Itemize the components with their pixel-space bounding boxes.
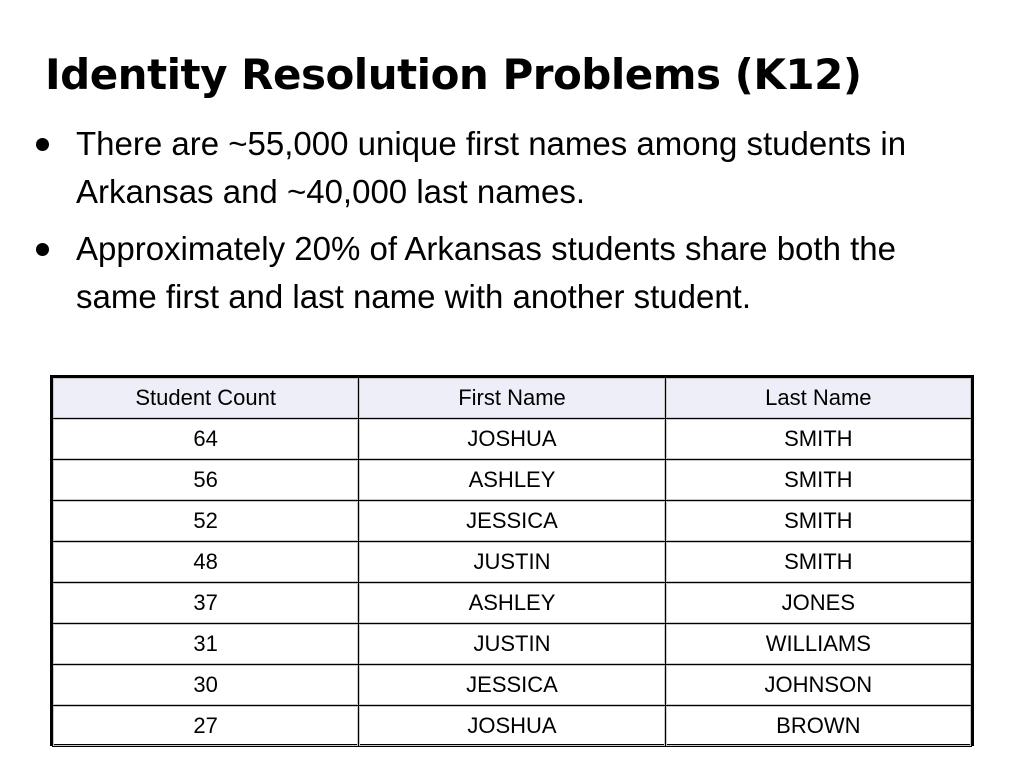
name-frequency-table <box>50 375 974 746</box>
table-row <box>53 583 972 624</box>
bullet-item <box>32 225 972 321</box>
cell-student-count: 37 <box>53 583 359 624</box>
bullet-item <box>32 120 972 216</box>
cell-last-name: SMITH <box>665 419 971 460</box>
cell-student-count: 56 <box>53 460 359 501</box>
cell-last-name: SMITH <box>665 501 971 542</box>
cell-student-count: 52 <box>53 501 359 542</box>
cell-student-count: 64 <box>53 419 359 460</box>
cell-first-name: JESSICA <box>359 501 665 542</box>
cell-first-name: JOSHUA <box>359 706 665 747</box>
cell-last-name: SMITH <box>665 460 971 501</box>
bullet-text: Approximately 20% of Arkansas students share both the same first and last name with another student. <box>76 230 896 315</box>
cell-student-count: 48 <box>53 542 359 583</box>
cell-student-count: 30 <box>53 665 359 706</box>
cell-first-name: JOSHUA <box>359 419 665 460</box>
cell-first-name: ASHLEY <box>359 583 665 624</box>
table-row <box>53 460 972 501</box>
table-row <box>53 706 972 747</box>
cell-last-name: JOHNSON <box>665 665 971 706</box>
header-last-name: Last Name <box>665 378 971 419</box>
bullet-dot-icon <box>36 138 49 151</box>
cell-last-name: JONES <box>665 583 971 624</box>
bullet-text: There are ~55,000 unique first names among students in Arkansas and ~40,000 last names. <box>76 125 907 210</box>
table-row <box>53 501 972 542</box>
header-first-name: First Name <box>359 378 665 419</box>
cell-first-name: JESSICA <box>359 665 665 706</box>
table-row <box>53 419 972 460</box>
table-header-row <box>53 378 972 419</box>
header-student-count: Student Count <box>53 378 359 419</box>
bullet-list <box>32 120 972 330</box>
cell-student-count: 31 <box>53 624 359 665</box>
cell-first-name: JUSTIN <box>359 624 665 665</box>
table-row <box>53 542 972 583</box>
cell-last-name: SMITH <box>665 542 971 583</box>
slide-title: Identity Resolution Problems (K12) <box>45 50 862 99</box>
cell-student-count: 27 <box>53 706 359 747</box>
table-row <box>53 624 972 665</box>
cell-last-name: WILLIAMS <box>665 624 971 665</box>
cell-first-name: ASHLEY <box>359 460 665 501</box>
cell-first-name: JUSTIN <box>359 542 665 583</box>
table <box>52 377 972 747</box>
table-row <box>53 665 972 706</box>
cell-last-name: BROWN <box>665 706 971 747</box>
bullet-dot-icon <box>36 243 49 256</box>
